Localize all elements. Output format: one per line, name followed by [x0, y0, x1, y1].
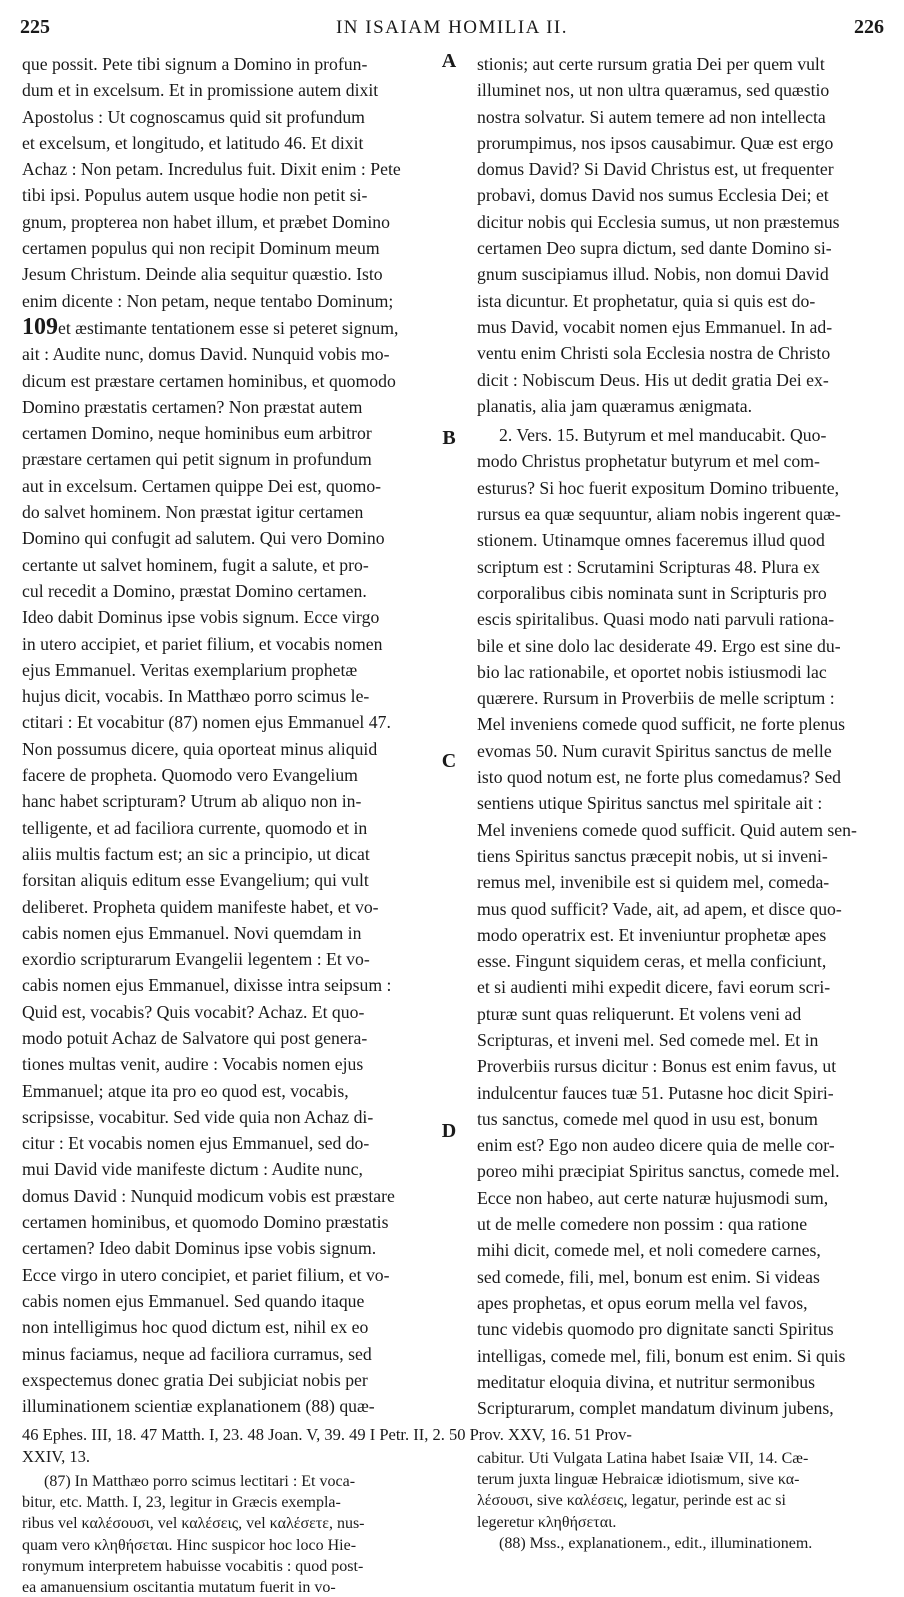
- text-line: 2. Vers. 15. Butyrum et mel manducabit. Quo-: [499, 425, 827, 446]
- text-line: non intelligimus hoc quod dictum est, nihil ex eo: [22, 1317, 369, 1338]
- editor-notes-left: [22, 1471, 434, 1597]
- text-line: ut de melle comedere non possim : qua ratione: [477, 1214, 808, 1235]
- page-header: [20, 16, 884, 40]
- text-line: Mel inveniens comede quod sufficit, ne forte plenus: [477, 714, 846, 735]
- text-line: illuminationem scientiæ explanationem (88) quæ-: [22, 1396, 375, 1417]
- text-line: mihi dicit, comede mel, et noli comedere carnes,: [477, 1240, 821, 1261]
- text-line-content: et æstimante tentationem esse si peteret signum,: [58, 317, 399, 338]
- text-line: planatis, alia jam quæramus ænigmata.: [477, 395, 753, 416]
- text-line: cul recedit a Domino, præstat Domino certamen.: [22, 580, 367, 601]
- text-line: Scripturas, et inveni mel. Sed comede mel. Et in: [477, 1029, 819, 1050]
- text-line: dicitur nobis qui Ecclesia sumus, ut non præstemus: [477, 211, 840, 232]
- page-number-left: 225: [20, 16, 50, 38]
- text-line: ventu enim Christi sola Ecclesia nostra de Christo: [477, 343, 831, 364]
- text-line: mus David, vocabit nomen ejus Emmanuel. In ad-: [477, 316, 833, 337]
- text-line: sentiens utique Spiritus sanctus mel spiritale ait :: [477, 793, 823, 814]
- text-line: aliis multis factum est; an sic a principio, ut dicat: [22, 843, 370, 864]
- left-column: [22, 51, 434, 1419]
- text-line: pturæ sunt quas reliquerunt. Et volens veni ad: [477, 1003, 802, 1024]
- text-line: aut in excelsum. Certamen quippe Dei est, quomo-: [22, 475, 382, 496]
- text-line: bile et sine dolo lac desiderate 49. Ergo est sine du-: [477, 635, 841, 656]
- editor-notes-right: [477, 1448, 887, 1554]
- text-line: domus David? Si David Christus est, ut frequenter: [477, 159, 834, 180]
- text-line: deliberet. Propheta quidem manifeste habet, et vo-: [22, 896, 379, 917]
- text-line: tiens Spiritus sanctus præcepit nobis, ut si inveni-: [477, 845, 828, 866]
- text-line: hujus dicit, vocabis. In Matthæo porro scimus le-: [22, 686, 370, 707]
- text-line: ctitari : Et vocabitur (87) nomen ejus Emmanuel 47.: [22, 712, 391, 733]
- note-line: ea amanuensium oscitantia mutatum fuerit in vo-: [22, 1579, 336, 1597]
- text-line: nostra solvatur. Si autem temere ad non intellecta: [477, 106, 826, 127]
- text-line: tunc videbis quomodo pro dignitate sancti Spiritus: [477, 1319, 834, 1340]
- text-line: gnum suscipiamus illud. Nobis, non domui David: [477, 264, 829, 285]
- text-line: scripsisse, vocabitur. Sed vide quia non Achaz di-: [22, 1106, 374, 1127]
- text-line: Achaz : Non petam. Incredulus fuit. Dixit enim : Pete: [22, 159, 401, 180]
- text-line: cabis nomen ejus Emmanuel. Novi quemdam in: [22, 922, 362, 943]
- text-line: ait : Audite nunc, domus David. Nunquid vobis mo-: [22, 344, 390, 365]
- text-line: certamen populus qui non recipit Dominum meum: [22, 238, 380, 259]
- text-line: dum et in excelsum. Et in promissione autem dixit: [22, 80, 379, 101]
- text-line: certamen? Ideo dabit Dominus ipse vobis signum.: [22, 1238, 377, 1259]
- text-line: exordio scripturarum Evangelii legentem : Et vo-: [22, 949, 370, 970]
- text-line: Domino præstatis certamen? Non præstat autem: [22, 396, 363, 417]
- section-marker-b: B: [442, 427, 456, 449]
- text-line: probavi, domus David nos sumus Ecclesia Dei; et: [477, 185, 829, 206]
- text-line: stionis; aut certe rursum gratia Dei per quem vult: [477, 54, 825, 74]
- note-line: bitur, etc. Matth. I, 23, legitur in Græcis exempla-: [22, 1494, 341, 1512]
- text-line: isto quod notum est, ne forte plus comedamus? Sed: [477, 767, 842, 788]
- text-line: cabis nomen ejus Emmanuel. Sed quando itaque: [22, 1290, 365, 1311]
- footnote-refs-line: XXIV, 13.: [22, 1447, 90, 1466]
- text-line: præstare certamen qui petit signum in profundum: [22, 449, 372, 470]
- note-line: (88) Mss., explanationem., edit., illuminationem.: [499, 1534, 813, 1552]
- text-line: hanc habet scripturam? Utrum ab aliquo non in-: [22, 791, 362, 812]
- note-line: ribus vel καλέσουσι, vel καλέσεις, vel καλέσετε, nus-: [22, 1515, 365, 1533]
- text-line: cabis nomen ejus Emmanuel, dixisse intra seipsum :: [22, 975, 392, 996]
- note-line: quam vero κληθήσεται. Hinc suspicor hoc loco Hie-: [22, 1536, 357, 1554]
- text-line: remus mel, invenibile est si quidem mel, comeda-: [477, 872, 830, 893]
- note-line: ronymum interpretem habuisse vocabitis : quod post-: [22, 1557, 364, 1575]
- text-line: Domino qui confugit ad salutem. Qui vero Domino: [22, 528, 385, 549]
- text-line: modo operatrix est. Et inveniuntur prophetæ apes: [477, 924, 827, 945]
- text-line: do salvet hominem. Non præstat igitur certamen: [22, 502, 364, 523]
- text-line: ista dicuntur. Et prophetatur, quia si quis est do-: [477, 290, 816, 311]
- text-line: modo potuit Achaz de Salvatore qui post genera-: [22, 1027, 368, 1048]
- right-column: [477, 51, 887, 1421]
- text-line: Ideo dabit Dominus ipse vobis signum. Ecce virgo: [22, 607, 380, 628]
- text-line: domus David : Nunquid modicum vobis est præstare: [22, 1185, 395, 1206]
- text-line: escis spiritalibus. Quasi modo nati parvuli rationa-: [477, 609, 835, 630]
- note-line: (87) In Matthæo porro scimus lectitari : Et voca-: [44, 1473, 356, 1490]
- text-line: quærere. Rursum in Proverbiis de melle scriptum :: [477, 688, 835, 709]
- text-line: certante ut salvet hominem, fugit a salute, et pro-: [22, 554, 369, 575]
- text-line: tiones multas venit, audire : Vocabis nomen ejus: [22, 1054, 364, 1075]
- text-line: prorumpimus, nos ipsos causabimur. Quæ est ergo: [477, 132, 834, 153]
- text-line: Scripturarum, complet mandatum divinum jubens,: [477, 1398, 834, 1419]
- text-line: indulcentur fauces tuæ 51. Putasne hoc dicit Spiri-: [477, 1082, 834, 1103]
- text-line: sed comede, fili, mel, bonum est enim. Si videas: [477, 1266, 820, 1287]
- note-line: λέσουσι, sive καλέσεις, legatur, perinde est ac si: [477, 1492, 786, 1510]
- running-title: IN ISAIAM HOMILIA II.: [335, 17, 569, 38]
- text-line: certamen hominibus, et quomodo Domino præstatis: [22, 1212, 389, 1233]
- text-line: apes prophetas, et opus eorum mella vel favos,: [477, 1292, 808, 1313]
- text-line: meditatur eloquia divina, et nutritur sermonibus: [477, 1371, 815, 1392]
- text-line: que possit. Pete tibi signum a Domino in profun-: [22, 54, 368, 74]
- text-line: evomas 50. Num curavit Spiritus sanctus de melle: [477, 740, 832, 761]
- text-line: dicit : Nobiscum Deus. His ut dedit gratia Dei ex-: [477, 369, 829, 390]
- note-line: legeretur κληθήσεται.: [477, 1513, 617, 1531]
- note-line: cabitur. Uti Vulgata Latina habet Isaiæ VII, 14. Cæ-: [477, 1450, 809, 1467]
- column-number: 109: [22, 313, 58, 340]
- section-marker-d: D: [441, 1120, 457, 1142]
- text-line: tibi ipsi. Populus autem usque hodie non petit si-: [22, 185, 368, 206]
- text-line: mus quod sufficit? Vade, ait, ad apem, et disce quo-: [477, 898, 842, 919]
- page-number-right: 226: [854, 16, 884, 38]
- text-line: telligente, et ad faciliora currente, quomodo et in: [22, 817, 368, 838]
- text-line: dicum est præstare certamen hominibus, et quomodo: [22, 370, 396, 391]
- text-line: Mel inveniens comede quod sufficit. Quid autem sen-: [477, 819, 857, 840]
- text-line: illuminet nos, ut non ultra quæramus, sed quæstio: [477, 80, 830, 101]
- text-line: stionem. Utinamque omnes faceremus illud quod: [477, 530, 825, 551]
- text-line: enim dicente : Non petam, neque tentabo Dominum;: [22, 290, 394, 311]
- text-line: Apostolus : Ut cognoscamus quid sit profundum: [22, 106, 365, 127]
- text-line: et excelsum, et longitudo, et latitudo 46. Et dixit: [22, 132, 364, 153]
- footnote-refs-line: 46 Ephes. III, 18. 47 Matth. I, 23. 48 Joan. V, 39. 49 I Petr. II, 2. 50 Prov. XXV, 16. 51 Prov-: [22, 1425, 632, 1444]
- text-line: Proverbiis rursus dicitur : Bonus est enim favus, ut: [477, 1056, 837, 1077]
- text-line: Quid est, vocabis? Quis vocabit? Achaz. Et quo-: [22, 1001, 365, 1022]
- text-line: gnum, propterea non habet illum, et præbet Domino: [22, 211, 390, 232]
- text-line: in utero accipiet, et pariet filium, et vocabis nomen: [22, 633, 383, 654]
- text-line: minus faciamus, neque ad faciliora curramus, sed: [22, 1343, 372, 1364]
- text-line: corporalibus cibis nominata sunt in Scripturis pro: [477, 582, 827, 603]
- text-line: Ecce virgo in utero concipiet, et pariet filium, et vo-: [22, 1264, 390, 1285]
- text-line: facere de propheta. Quomodo vero Evangelium: [22, 765, 358, 786]
- text-line: Ecce non habeo, aut certe naturæ hujusmodi sum,: [477, 1187, 829, 1208]
- text-line: certamen Domino, neque hominibus eum arbitror: [22, 423, 372, 444]
- text-line: citur : Et vocabis nomen ejus Emmanuel, sed do-: [22, 1133, 370, 1154]
- text-line: exspectemus donec gratia Dei subjiciat nobis per: [22, 1369, 368, 1390]
- text-line: Non possumus dicere, quia oporteat minus aliquid: [22, 738, 378, 759]
- text-line: forsitan aliquis editum esse Evangelium; qui vult: [22, 870, 369, 891]
- text-line: intelligas, comede mel, fili, bonum est enim. Si quis: [477, 1345, 846, 1366]
- text-line: modo Christus prophetatur butyrum et mel com-: [477, 451, 820, 472]
- text-line: et si audienti mihi expedit dicere, favi eorum scri-: [477, 977, 831, 998]
- section-marker-c: C: [441, 750, 457, 772]
- text-line: mui David vide manifeste dictum : Audite nunc,: [22, 1159, 363, 1180]
- text-line: esturus? Si hoc fuerit expositum Domino tribuente,: [477, 477, 840, 498]
- text-line: ejus Emmanuel. Veritas exemplarium prophetæ: [22, 659, 358, 680]
- text-line: Jesum Christum. Deinde alia sequitur quæstio. Isto: [22, 264, 383, 285]
- note-line: terum juxta linguæ Hebraicæ idiotismum, sive κα-: [477, 1471, 800, 1489]
- text-line: [22, 314, 434, 341]
- section-marker-a: A: [441, 50, 457, 72]
- text-line: Emmanuel; atque ita pro eo quod est, vocabis,: [22, 1080, 349, 1101]
- text-line: tus sanctus, comede mel quod in usu est, bonum: [477, 1108, 818, 1129]
- text-line: bio lac rationabile, et oportet nobis istiusmodi lac: [477, 661, 827, 682]
- text-line: rursus ea quæ sequuntur, aliam nobis ingerent quæ-: [477, 504, 841, 525]
- text-line: poreo mihi præcipiat Spiritus sanctus, comede mel.: [477, 1161, 840, 1182]
- text-line: scriptum est : Scrutamini Scripturas 48. Plura ex: [477, 556, 820, 577]
- text-line: certamen Deo supra dictum, sed dante Domino si-: [477, 238, 832, 259]
- text-line: enim est? Ego non audeo dicere quia de melle cor-: [477, 1135, 835, 1156]
- text-line: esse. Fingunt siquidem ceras, et mella conficiunt,: [477, 951, 827, 972]
